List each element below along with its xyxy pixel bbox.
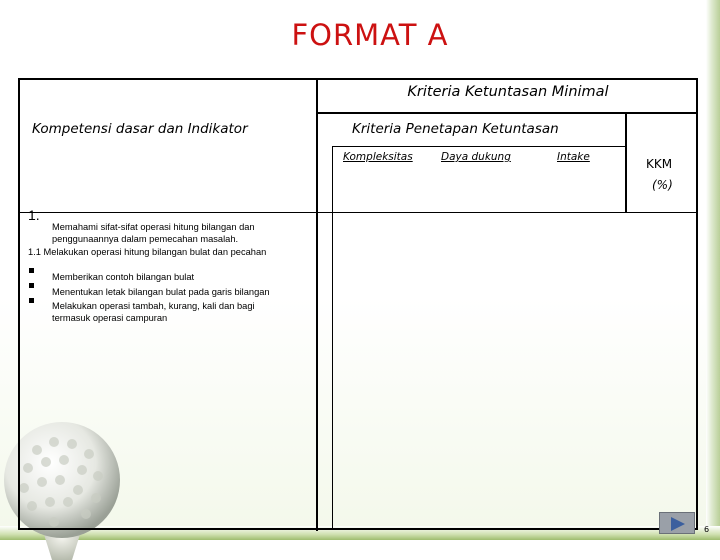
standard-line-1: Memahami sifat-sifat operasi hitung bilangan dan	[52, 222, 255, 232]
bullet-square	[29, 283, 34, 288]
header-divider-horizontal	[316, 112, 698, 114]
right-decoration-bar	[706, 0, 720, 540]
subheader-divider	[332, 146, 626, 147]
page-number: 6	[704, 525, 710, 534]
basic-competency: 1.1 Melakukan operasi hitung bilangan bulat dan pecahan	[28, 247, 267, 257]
header-row-bottom	[20, 212, 698, 213]
slide-title: FORMAT A	[291, 18, 449, 52]
indicator-1: Memberikan contoh bilangan bulat	[52, 272, 195, 282]
competency-header: Kompetensi dasar dan Indikator	[32, 121, 248, 137]
item-number: 1.	[28, 207, 40, 223]
bullet-square	[29, 268, 34, 273]
support-header: Daya dukung	[441, 151, 511, 163]
criteria-kkm-divider	[625, 113, 627, 213]
kkm-header: KKM	[646, 157, 673, 171]
indicator-2: Menentukan letak bilangan bulat pada garis bilangan	[52, 287, 270, 297]
intake-header: Intake	[557, 151, 590, 163]
bullet-square	[29, 298, 34, 303]
indicator-3-line-2: termasuk operasi campuran	[52, 313, 168, 323]
next-slide-button[interactable]	[659, 512, 695, 534]
left-inner-line	[332, 146, 333, 530]
play-triangle-icon	[671, 517, 685, 531]
standard-line-2: penggunaannya dalam pemecahan masalah.	[52, 234, 239, 244]
indicator-3-line-1: Melakukan operasi tambah, kurang, kali dan bagi	[52, 301, 255, 311]
kkm-group-header: Kriteria Ketuntasan Minimal	[407, 84, 609, 100]
kkm-unit: (%)	[652, 178, 673, 192]
criteria-header: Kriteria Penetapan Ketuntasan	[352, 121, 559, 137]
header-divider-vertical	[316, 79, 318, 531]
complexity-header: Kompleksitas	[343, 151, 413, 163]
